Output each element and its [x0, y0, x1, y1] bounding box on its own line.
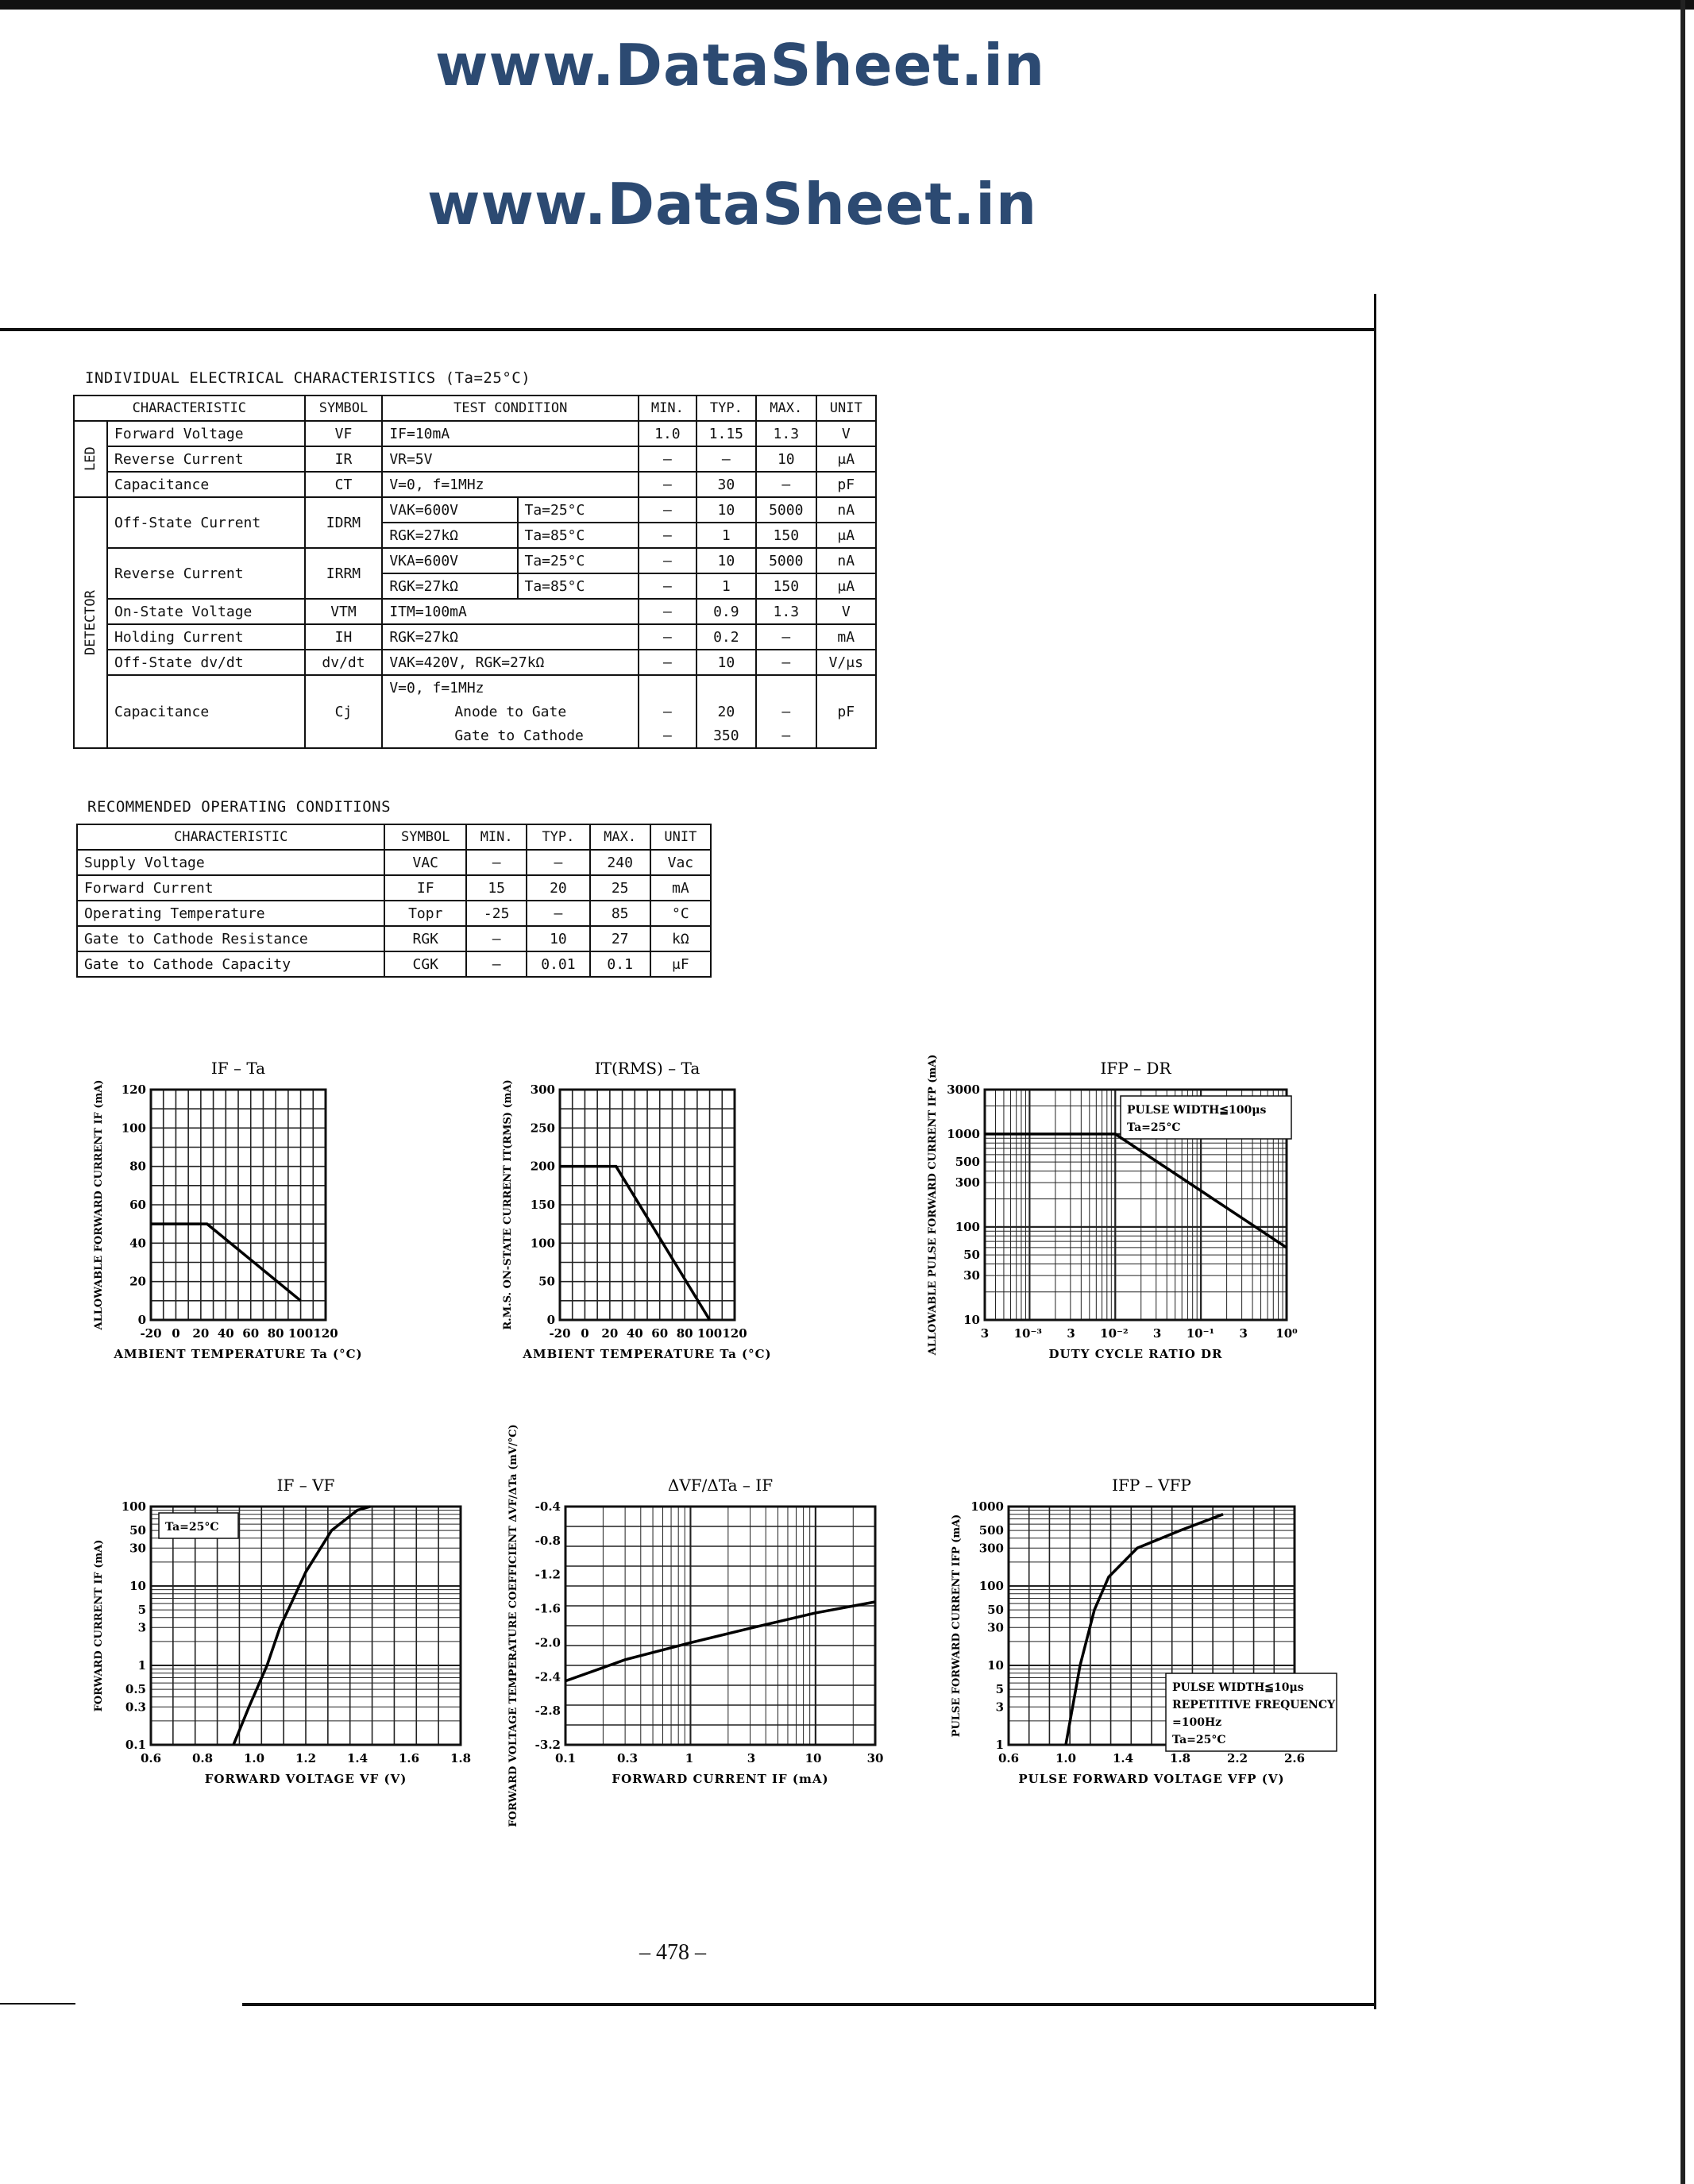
y-tick-label: -2.8 — [534, 1704, 561, 1719]
cell: – — [527, 850, 589, 875]
cell: VAK=420V, RGK=27kΩ — [382, 650, 639, 675]
cell: V — [816, 421, 877, 446]
cell: – — [466, 850, 527, 875]
annotation-text: PULSE WIDTH≦10μs — [1172, 1681, 1304, 1694]
x-tick-label: 1.4 — [1112, 1751, 1134, 1765]
y-tick-label: 1000 — [970, 1499, 1004, 1514]
cell: 10 — [527, 926, 589, 951]
table-row — [74, 472, 876, 497]
y-tick-label: 100 — [121, 1499, 146, 1514]
cell: 5000 — [756, 497, 816, 523]
chart-title: IF – Ta — [210, 1059, 266, 1078]
cell: μA — [816, 573, 877, 599]
x-tick-label: 40 — [217, 1326, 234, 1341]
y-tick-label: 50 — [538, 1274, 555, 1289]
x-tick-label: 100 — [287, 1326, 314, 1341]
x-tick-label: 3 — [747, 1751, 756, 1765]
cell: Gate to Cathode — [382, 723, 639, 748]
x-tick-label: 20 — [192, 1326, 210, 1341]
cell: 240 — [590, 850, 650, 875]
y-tick-label: 1 — [995, 1738, 1004, 1752]
y-tick-label: 0.1 — [125, 1738, 146, 1752]
y-tick-label: 50 — [963, 1248, 980, 1263]
footer-rule — [242, 2003, 1376, 2006]
y-axis-label: PULSE FORWARD CURRENT IFP (mA) — [951, 1514, 963, 1738]
cell: Off-State Current — [107, 497, 305, 548]
cell: -25 — [466, 901, 527, 926]
cell: nA — [816, 548, 877, 573]
col-unit: UNIT — [650, 824, 711, 850]
chart-title: IF – VF — [276, 1476, 335, 1495]
cell: IR — [305, 446, 383, 472]
chart-title: IT(RMS) – Ta — [594, 1059, 700, 1078]
y-tick-label: 500 — [955, 1155, 980, 1170]
cell: RGK=27kΩ — [382, 523, 517, 548]
cell: V — [816, 599, 877, 624]
x-tick-label: 10 — [805, 1751, 822, 1765]
cell: – — [756, 624, 816, 650]
y-tick-label: 80 — [129, 1159, 146, 1174]
x-axis-label: FORWARD VOLTAGE VF (V) — [204, 1772, 407, 1786]
col-characteristic: CHARACTERISTIC — [77, 824, 384, 850]
x-tick-label: 3 — [980, 1326, 990, 1341]
col-max: MAX. — [590, 824, 650, 850]
x-tick-label: 10⁻¹ — [1186, 1326, 1215, 1341]
cell: μA — [816, 523, 877, 548]
y-tick-label: 50 — [987, 1603, 1004, 1618]
cell: Gate to Cathode Resistance — [77, 926, 384, 951]
x-tick-label: 1.8 — [450, 1751, 472, 1765]
cell: 10 — [697, 497, 756, 523]
cell: 1.15 — [697, 421, 756, 446]
col-typ: TYP. — [697, 396, 756, 421]
y-tick-label: -0.8 — [534, 1533, 561, 1548]
scan-right-border — [1680, 0, 1685, 2184]
cell: – — [639, 624, 696, 650]
cell: – — [639, 523, 696, 548]
chart-title: IFP – DR — [1100, 1059, 1171, 1078]
chart-ifp-vfp — [929, 1473, 1336, 1807]
y-tick-label: 300 — [978, 1541, 1004, 1556]
cell: Supply Voltage — [77, 850, 384, 875]
cell: – — [527, 901, 589, 926]
col-min: MIN. — [639, 396, 696, 421]
cell: mA — [650, 875, 711, 901]
cell: VTM — [305, 599, 383, 624]
y-tick-label: 0.3 — [125, 1700, 146, 1715]
cell: IDRM — [305, 497, 383, 548]
cell: – — [756, 472, 816, 497]
y-tick-label: 30 — [963, 1268, 980, 1283]
cell: Topr — [384, 901, 466, 926]
cell: V=0, f=1MHz — [382, 675, 639, 700]
x-tick-label: 60 — [651, 1326, 669, 1341]
scan-top-border — [0, 0, 1694, 10]
annotation-text: PULSE WIDTH≦100μs — [1127, 1104, 1267, 1117]
cell: Reverse Current — [107, 548, 305, 599]
chart-ifp-dr — [905, 1056, 1302, 1382]
x-axis-label: DUTY CYCLE RATIO DR — [1048, 1347, 1223, 1361]
cell: IF=10mA — [382, 421, 639, 446]
x-tick-label: 20 — [601, 1326, 619, 1341]
col-typ: TYP. — [527, 824, 589, 850]
cell: 0.9 — [697, 599, 756, 624]
y-tick-label: 300 — [955, 1175, 980, 1190]
chart-title: IFP – VFP — [1112, 1476, 1191, 1495]
cell: – — [639, 700, 696, 723]
x-tick-label: 0.1 — [554, 1751, 577, 1765]
chart-it-rms-ta — [480, 1056, 878, 1382]
cell: – — [466, 926, 527, 951]
y-tick-label: 120 — [121, 1082, 146, 1097]
y-tick-label: 30 — [987, 1620, 1004, 1635]
x-tick-label: 10⁰ — [1275, 1326, 1298, 1341]
annotation-text: Ta=25°C — [165, 1521, 219, 1534]
cell: – — [639, 599, 696, 624]
y-tick-label: 3 — [995, 1700, 1004, 1715]
x-tick-label: 0.6 — [997, 1751, 1020, 1765]
cell: Holding Current — [107, 624, 305, 650]
cell: VKA=600V — [382, 548, 517, 573]
cell: 20 — [697, 700, 756, 723]
col-symbol: SYMBOL — [305, 396, 383, 421]
cell: IRRM — [305, 548, 383, 599]
x-tick-label: 1.8 — [1169, 1751, 1191, 1765]
cell: – — [466, 951, 527, 977]
y-tick-label: 100 — [530, 1236, 555, 1251]
table-row — [74, 497, 876, 523]
cell: Off-State dv/dt — [107, 650, 305, 675]
table-row — [77, 951, 711, 977]
x-tick-label: 80 — [676, 1326, 693, 1341]
y-tick-label: 150 — [530, 1198, 555, 1212]
cell: 0.1 — [590, 951, 650, 977]
cell: nA — [816, 497, 877, 523]
cell: – — [639, 497, 696, 523]
cell: Reverse Current — [107, 446, 305, 472]
cell: pF — [816, 472, 877, 497]
x-tick-label: 1.6 — [398, 1751, 420, 1765]
cell: Ta=25°C — [518, 497, 639, 523]
cell: Anode to Gate — [382, 700, 639, 723]
cell: – — [639, 472, 696, 497]
y-tick-label: 100 — [955, 1219, 980, 1234]
y-tick-label: 250 — [530, 1121, 555, 1136]
y-tick-label: 1 — [137, 1658, 146, 1673]
table-row — [74, 599, 876, 624]
y-tick-label: 40 — [129, 1236, 146, 1251]
y-tick-label: 1000 — [947, 1126, 980, 1141]
cell: kΩ — [650, 926, 711, 951]
y-axis-label: ALLOWABLE PULSE FORWARD CURRENT IFP (mA) — [927, 1054, 939, 1356]
table-row — [77, 901, 711, 926]
cell-empty — [756, 675, 816, 700]
y-tick-label: -0.4 — [534, 1499, 561, 1514]
chart-title: ΔVF/ΔTa – IF — [667, 1476, 774, 1495]
cell: CGK — [384, 951, 466, 977]
x-tick-label: 2.6 — [1283, 1751, 1306, 1765]
cell: CT — [305, 472, 383, 497]
x-axis-label: FORWARD CURRENT IF (mA) — [612, 1772, 829, 1786]
cell: Gate to Cathode Capacity — [77, 951, 384, 977]
cell: μA — [816, 446, 877, 472]
cell: VF — [305, 421, 383, 446]
x-tick-label: 0.6 — [140, 1751, 162, 1765]
y-tick-label: 20 — [129, 1274, 146, 1289]
y-tick-label: 200 — [530, 1159, 555, 1174]
y-tick-label: 50 — [129, 1523, 146, 1538]
cell: IF — [384, 875, 466, 901]
y-tick-label: -2.0 — [534, 1635, 561, 1650]
table-row — [74, 548, 876, 573]
annotation-text: Ta=25°C — [1127, 1121, 1181, 1134]
cell: μF — [650, 951, 711, 977]
table-header-row — [74, 396, 876, 421]
cell: Forward Current — [77, 875, 384, 901]
cell: 27 — [590, 926, 650, 951]
y-tick-label: -2.4 — [534, 1669, 561, 1684]
x-tick-label: 30 — [866, 1751, 884, 1765]
cell: V=0, f=1MHz — [382, 472, 639, 497]
cell: Ta=25°C — [518, 548, 639, 573]
x-tick-label: 1.2 — [295, 1751, 317, 1765]
x-tick-label: 0.3 — [616, 1751, 639, 1765]
cell: Ta=85°C — [518, 573, 639, 599]
cell: 1.3 — [756, 421, 816, 446]
cell: V/μs — [816, 650, 877, 675]
y-axis-label: ALLOWABLE FORWARD CURRENT IF (mA) — [93, 1079, 105, 1330]
x-tick-label: 80 — [267, 1326, 284, 1341]
col-min: MIN. — [466, 824, 527, 850]
cell: 350 — [697, 723, 756, 748]
annotation-text: Ta=25°C — [1172, 1734, 1226, 1746]
x-tick-label: 1.0 — [243, 1751, 265, 1765]
col-symbol: SYMBOL — [384, 824, 466, 850]
y-tick-label: 100 — [978, 1579, 1004, 1593]
cell: Vac — [650, 850, 711, 875]
cell-empty — [697, 675, 756, 700]
x-axis-label: PULSE FORWARD VOLTAGE VFP (V) — [1018, 1772, 1285, 1786]
cell: 150 — [756, 573, 816, 599]
y-tick-label: 500 — [978, 1523, 1004, 1538]
cell: 30 — [697, 472, 756, 497]
series-line — [565, 1602, 875, 1681]
x-tick-label: -20 — [140, 1326, 162, 1341]
y-tick-label: 0.5 — [125, 1682, 146, 1697]
footer-rule-left — [0, 2003, 75, 2005]
cell: ITM=100mA — [382, 599, 639, 624]
cell: 5000 — [756, 548, 816, 573]
x-axis-label: AMBIENT TEMPERATURE Ta (°C) — [523, 1347, 772, 1361]
y-tick-label: 30 — [129, 1541, 146, 1556]
x-tick-label: 40 — [626, 1326, 643, 1341]
cell: – — [639, 573, 696, 599]
cell: – — [639, 723, 696, 748]
cell: VAK=600V — [382, 497, 517, 523]
x-tick-label: 2.2 — [1226, 1751, 1248, 1765]
cell: 1 — [697, 523, 756, 548]
annotation-text: =100Hz — [1172, 1716, 1222, 1729]
cell: 0.2 — [697, 624, 756, 650]
y-tick-label: 5 — [995, 1682, 1004, 1697]
col-unit: UNIT — [816, 396, 877, 421]
y-tick-label: -1.6 — [534, 1601, 561, 1616]
y-tick-label: 0 — [137, 1313, 146, 1327]
cell: Cj — [305, 675, 383, 748]
chart-if-ta — [71, 1056, 469, 1382]
y-tick-label: 5 — [137, 1603, 146, 1618]
watermark-url-2[interactable]: www.DataSheet.in — [427, 171, 1038, 237]
cell: On-State Voltage — [107, 599, 305, 624]
cell: 10 — [697, 650, 756, 675]
table-row — [77, 875, 711, 901]
cell: – — [756, 700, 816, 723]
y-axis-label: R.M.S. ON-STATE CURRENT IT(RMS) (mA) — [502, 1079, 514, 1330]
cell: – — [756, 723, 816, 748]
y-tick-label: 0 — [546, 1313, 555, 1327]
cell: 10 — [697, 548, 756, 573]
cell: 15 — [466, 875, 527, 901]
cell: – — [639, 548, 696, 573]
table-header-row — [77, 824, 711, 850]
cell: 85 — [590, 901, 650, 926]
cell: 1 — [697, 573, 756, 599]
x-tick-label: 0 — [172, 1326, 180, 1341]
cell: – — [639, 650, 696, 675]
x-tick-label: 120 — [313, 1326, 338, 1341]
table-row — [74, 421, 876, 446]
table-row — [77, 850, 711, 875]
table-row — [74, 675, 876, 700]
cell: – — [697, 446, 756, 472]
group-led: LED — [74, 421, 107, 497]
x-tick-label: 3 — [1239, 1326, 1248, 1341]
cell: RGK — [384, 926, 466, 951]
x-tick-label: 0.8 — [191, 1751, 214, 1765]
cell: VAC — [384, 850, 466, 875]
x-tick-label: 100 — [697, 1326, 723, 1341]
group-detector: DETECTOR — [74, 497, 107, 748]
y-tick-label: 100 — [121, 1121, 146, 1136]
y-tick-label: 10 — [963, 1313, 980, 1327]
cell: °C — [650, 901, 711, 926]
cell: VR=5V — [382, 446, 639, 472]
x-tick-label: 1 — [685, 1751, 694, 1765]
cell: 1.3 — [756, 599, 816, 624]
cell: pF — [816, 675, 877, 748]
cell: – — [756, 650, 816, 675]
x-tick-label: 3 — [1067, 1326, 1075, 1341]
table-row — [74, 650, 876, 675]
cell-empty — [639, 675, 696, 700]
cell: mA — [816, 624, 877, 650]
x-tick-label: 60 — [242, 1326, 260, 1341]
electrical-title: INDIVIDUAL ELECTRICAL CHARACTERISTICS (Ta=25°C) — [85, 369, 531, 387]
table-row — [77, 926, 711, 951]
x-tick-label: 10⁻³ — [1013, 1326, 1042, 1341]
cell: 25 — [590, 875, 650, 901]
x-tick-label: 1.0 — [1055, 1751, 1077, 1765]
y-tick-label: 10 — [129, 1579, 146, 1593]
x-tick-label: -20 — [549, 1326, 571, 1341]
cell: RGK=27kΩ — [382, 573, 517, 599]
cell: 20 — [527, 875, 589, 901]
watermark-url-1[interactable]: www.DataSheet.in — [435, 32, 1046, 98]
electrical-table — [73, 395, 877, 749]
col-characteristic: CHARACTERISTIC — [74, 396, 305, 421]
x-tick-label: 120 — [722, 1326, 747, 1341]
y-axis-label: FORWARD CURRENT IF (mA) — [93, 1539, 105, 1712]
table-row — [74, 446, 876, 472]
recommended-table — [76, 824, 712, 978]
y-tick-label: 3000 — [947, 1082, 980, 1097]
x-tick-label: 3 — [1152, 1326, 1162, 1341]
table-row — [74, 624, 876, 650]
y-tick-label: 10 — [987, 1658, 1004, 1673]
cell: IH — [305, 624, 383, 650]
cell: Forward Voltage — [107, 421, 305, 446]
cell: – — [639, 446, 696, 472]
cell: 0.01 — [527, 951, 589, 977]
header-rule — [0, 328, 1376, 331]
x-tick-label: 0 — [581, 1326, 589, 1341]
page-number: – 478 – — [639, 1940, 706, 1965]
x-tick-label: 1.4 — [346, 1751, 369, 1765]
cell: Ta=85°C — [518, 523, 639, 548]
y-axis-label: FORWARD VOLTAGE TEMPERATURE COEFFICIENT ΔVF/ΔTa (mV/°C) — [507, 1424, 519, 1827]
cell: 10 — [756, 446, 816, 472]
cell: 1.0 — [639, 421, 696, 446]
cell: RGK=27kΩ — [382, 624, 639, 650]
y-tick-label: 60 — [129, 1198, 146, 1212]
y-tick-label: -3.2 — [534, 1738, 561, 1752]
chart-dvf-dta-if — [486, 1424, 884, 1827]
recommended-title: RECOMMENDED OPERATING CONDITIONS — [87, 798, 392, 816]
col-max: MAX. — [756, 396, 816, 421]
page-frame-right — [1374, 294, 1376, 2009]
cell: 150 — [756, 523, 816, 548]
x-axis-label: AMBIENT TEMPERATURE Ta (°C) — [114, 1347, 363, 1361]
cell: Capacitance — [107, 675, 305, 748]
y-tick-label: -1.2 — [534, 1567, 561, 1582]
x-tick-label: 10⁻² — [1100, 1326, 1129, 1341]
y-tick-label: 300 — [530, 1082, 555, 1097]
cell: dv/dt — [305, 650, 383, 675]
col-test-condition: TEST CONDITION — [382, 396, 639, 421]
annotation-text: REPETITIVE FREQUENCY — [1172, 1699, 1336, 1711]
cell: Capacitance — [107, 472, 305, 497]
cell: Operating Temperature — [77, 901, 384, 926]
chart-if-vf — [71, 1473, 472, 1807]
y-tick-label: 3 — [137, 1620, 146, 1635]
